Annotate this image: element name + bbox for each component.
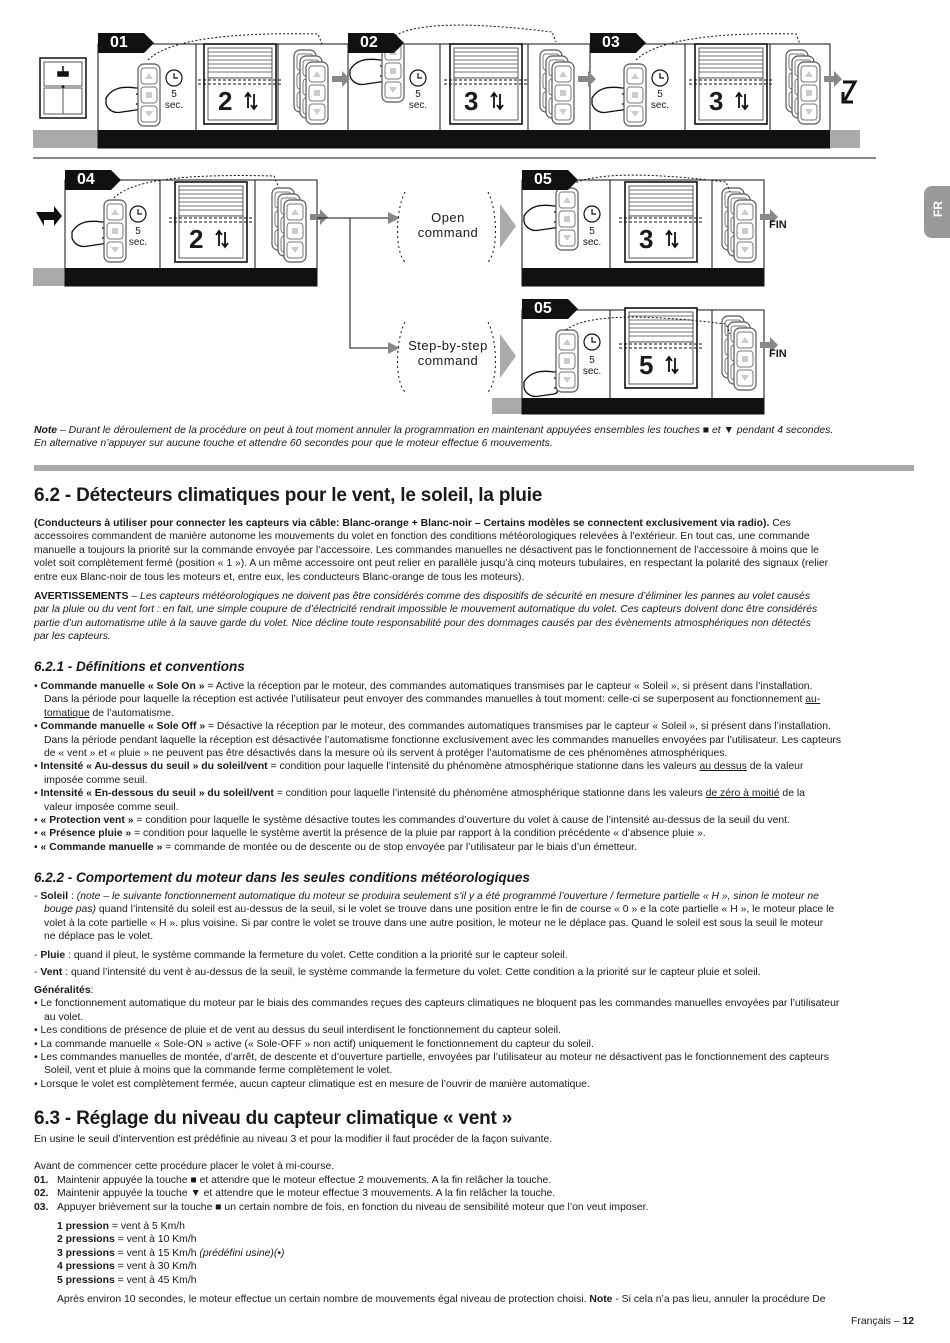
before-text: Avant de commencer cette procédure placer le volet à mi-course. <box>34 1161 335 1172</box>
list-item: 2 pressions = vent à 10 Km/h <box>57 1234 197 1246</box>
list-item: • Les commandes manuelles de montée, d’arrêt, de descente et d’ouverture partielle, envoyées par l’utilisateur au moteur ne désactivent pas le fonctionnement des capteurs <box>34 1052 829 1064</box>
list-item: 02. Maintenir appuyée la touche ▼ et attendre que le moteur effectue 3 mouvements. A la fin relâcher la touche. <box>34 1188 556 1200</box>
language-tab: FR <box>924 186 950 238</box>
fin-label: FIN <box>769 348 787 360</box>
window-number: 2 <box>189 224 204 254</box>
window-number: 3 <box>709 86 724 116</box>
list-item: • « Commande manuelle » = commande de montée ou de descente ou de stop envoyée par l’utilisateur par le biais d’un émetteur. <box>34 841 637 853</box>
timer-value: 5 <box>589 226 595 237</box>
note-paragraph: Note – Durant le déroulement de la procédure on peut à tout moment annuler la programmation en maintenant appuyées ensembles les touches ■ et ▼ pendant 4 secondes. En alternative n’appuyer sur aucune touche et attendre 60 secondes pour que le moteur effectue 6 mouvements. <box>34 425 834 450</box>
list-item: • La commande manuelle « Sole-ON » active (« Sole-OFF » non actif) uniquement le fonctionnement du capteur du soleil. <box>34 1038 594 1050</box>
step-tag: 04 <box>65 170 111 190</box>
step-tag: 05 <box>522 170 568 190</box>
page-footer: Français – 12 <box>851 1316 914 1327</box>
soleil-paragraph: - Soleil : (note – le suivante fonctionnement automatique du moteur se produira seulement s’il y a été programmé l’ouverture / fermeture partielle « H », sinon le moteur ne bouge pas) quand l’intensité du soleil est au-dessus de la seuil, si le volet se trouve dans une position entre le fin de course « 0 » e la cote partielle « H », le moteur place le volet à la cote partielle « H ». plus voisine. Si par contre le volet se trouve dans une autre position, le moteur ne le déplace pas. Quand le soleil est sous la seuil le moteur ne déplace pas le volet. <box>34 891 835 943</box>
timer-value: 5 <box>171 89 177 100</box>
list-item: • Commande manuelle « Sole On » = Active la réception par le moteur, des commandes automatiques transmises par le capteur « Soleil », si présent dans l’installation. <box>34 681 813 692</box>
after-paragraph: Après environ 10 secondes, le moteur effectue un certain nombre de mouvements égal niveau de protection choisi. Note - Si cela n’a pas lieu, annuler la procédure De <box>57 1294 826 1305</box>
definitions-list: • Commande manuelle « Sole On » = Active la réception par le moteur, des commandes automatiques transmises par le capteur « Soleil », si présent dans l’installation. Dans la période pour laquelle la réception est activée l’utilisateur peut envoyer des commandes manuelles à tout moment: celle-ci se superposent au fonctionnement au- tomatique de l’automatisme. • Commande manuelle « Sole Off » = Désactive la réception par le moteur, des commandes automatiques transmises par le capteur « Soleil », si présent dans l’installation. Dans la période pendant laquelle la réception est désactivée l’automatisme fonctionne exclusivement avec les commandes manuelles envoyées par l’utilisateur. Les capteurs de « vent » et « pluie » ne peuvent pas être désactivés dans la mesure où ils servent à protéger l’automatisme de ces phénomènes atmosphériques. • Intensité « Au-dessus du seuil » du soleil/vent = condition pour laquelle l’intensité du phénomène atmosphérique stationne dans les valeurs au dessus de la valeur imposée comme seuil. • Intensité « En-dessous du seuil » du soleil/vent = condition pour laquelle l’intensité du phénomène atmosphérique stationne dans les valeurs de zéro à moitié de la valeur imposée comme seuil. • « Protection vent » = condition pour laquelle le système désactive toutes les commandes d’ouverture du volet à cause de l’intensité au-dessus de la seuil du vent. • « Présence pluie » = condition pour laquelle le système avertit la présence de la pluie par rapport à la condition précédente « d’absence pluie ». • « Commande manuelle » = commande de montée ou de descente ou de stop envoyée par l’utilisateur par le biais d’un émetteur. <box>34 680 919 854</box>
fin-label: FIN <box>769 219 787 231</box>
timer-value: 5 <box>589 355 595 366</box>
sensitivity-levels <box>57 1220 557 1287</box>
timer-value: 5 <box>657 89 663 100</box>
window-number: 5 <box>639 350 654 380</box>
timer-unit: sec. <box>408 100 428 111</box>
section-divider <box>34 465 914 471</box>
window-number: 2 <box>218 86 233 116</box>
list-item: 1 pression = vent à 5 Km/h <box>57 1221 185 1232</box>
pluie-paragraph: - Pluie : quand il pleut, le système commande la fermeture du volet. Cette condition a la priorité sur le capteur soleil. <box>34 950 568 961</box>
vent-paragraph: - Vent : quand l’intensité du vent è au-dessus de la seuil, le système commande la fermeture du volet. Cette condition a la priorité sur le capteur pluie et soleil. <box>34 967 761 978</box>
list-item: • Les conditions de présence de pluie et de vent au dessus du seuil interdisent le fonctionnement du capteur soleil. <box>34 1025 561 1037</box>
section-title-6-2-2: 6.2.2 - Comportement du moteur dans les seules conditions météorologiques <box>34 870 530 885</box>
list-item: • « Protection vent » = condition pour laquelle le système désactive toutes les commandes d’ouverture du volet à cause de l’intensité au-dessus de la seuil du vent. <box>34 815 790 827</box>
generalites-list: Généralités: • Le fonctionnement automatique du moteur par le biais des commandes reçues des capteurs climatiques ne bloquent pas les commandes manuelles envoyées par l’utilisateur au volet. • Les conditions de présence de pluie et de vent au dessus du seuil interdisent le fonctionnement du capteur soleil. • La commande manuelle « Sole-ON » active (« Sole-OFF » non actif) uniquement le fonctionnement du capteur du soleil. • Les commandes manuelles de montée, d’arrêt, de descente et d’ouverture partielle, envoyées par l’utilisateur au moteur ne désactivent pas le fonctionnement des capteurs Soleil, vent et pluie à moins que la commande ferme complètement le volet. • Lorsque le volet est complètement fermée, aucun capteur climatique est en mesure de l’ouvrir de manière automatique. <box>34 984 919 1091</box>
step-tag: 05 <box>522 299 568 319</box>
timer-value: 5 <box>135 226 141 237</box>
step-tag: 03 <box>590 33 636 53</box>
timer-value: 5 <box>415 89 421 100</box>
timer-unit: sec. <box>164 100 184 111</box>
section-title-6-2: 6.2 - Détecteurs climatiques pour le vent, le soleil, la pluie <box>34 485 543 506</box>
timer-unit: sec. <box>128 237 148 248</box>
warnings-paragraph: AVERTISSEMENTS – Les capteurs météorologiques ne doivent pas être considérés comme des dispositifs de sécurité en mesure d’éliminer les pannes au volet causés par la pluie ou du vent fort : en fait, une simple coupure de d’électricité rendrait impossible le mouvement automatique du volet. Ces capteurs doivent donc être considérés partie d’un automatisme utile à la sauve garde du volet. Nice décline toute responsabilité pour des dommages causés par des évènements atmosphériques non détectés par les capteurs. <box>34 591 818 643</box>
procedure-steps <box>34 1174 919 1214</box>
section-title-6-2-1: 6.2.1 - Définitions et conventions <box>34 659 245 674</box>
timer-unit: sec. <box>582 366 602 377</box>
list-item: 3 pressions = vent à 15 Km/h (prédéfini usine)(•) <box>57 1247 285 1259</box>
window-number: 3 <box>464 86 479 116</box>
step-tag: 01 <box>98 33 144 53</box>
step-tag: 02 <box>348 33 394 53</box>
section-6-2-intro: (Conducteurs à utiliser pour connecter les capteurs via câble: Blanc-orange + Blanc-noir – Certains modèles se connectent exclusivement via radio). Ces accessoires commandent de manière autonome les mouvements du volet en fonction des conditions météorologiques relevées à l’extérieur. En tout cas, une commande manuelle a toujours la priorité sur la commande envoyée par l’accessoire. Les commandes manuelles ne désactivent pas le fonctionnement de l’accessoire à moins que le volet soit complètement fermé (position « 1 »). A un même accessoire ont peut relier en parallèle jusqu’à cinq moteurs tubulaires, en respectant la polarité des signaux (relier entre eux Blanc-noir de tous les moteurs et, entre eux, les conducteurs Blanc-orange de tous les moteurs). <box>34 518 829 583</box>
timer-unit: sec. <box>650 100 670 111</box>
list-item: • Intensité « Au-dessus du seuil » du soleil/vent = condition pour laquelle l’intensité du phénomène atmosphérique stationne dans les valeurs au dessus de la valeur <box>34 761 804 773</box>
section-title-6-3: 6.3 - Réglage du niveau du capteur climatique « vent » <box>34 1108 513 1129</box>
list-item: 03. Appuyer brièvement sur la touche ■ un certain nombre de fois, en fonction du niveau de sensibilité moteur que l’on veut imposer. <box>34 1201 649 1213</box>
section-6-3-intro: En usine le seuil d’intervention est prédéfinie au niveau 3 et pour la modifier il faut procéder de la façon suivante. <box>34 1134 553 1145</box>
list-item: 01. Maintenir appuyée la touche ■ et attendre que le moteur effectue 2 mouvements. A la fin relâcher la touche. <box>34 1175 552 1186</box>
list-item: 5 pressions = vent à 45 Km/h <box>57 1274 197 1286</box>
window-number: 3 <box>639 224 654 254</box>
open-command-label: Open command <box>417 210 479 240</box>
list-item: • Le fonctionnement automatique du moteur par le biais des commandes reçues des capteurs climatiques ne bloquent pas les commandes manuelles envoyées par l’utilisateur <box>34 998 840 1010</box>
step-command-label: Step-by-step command <box>408 338 488 368</box>
list-item: • Lorsque le volet est complètement fermée, aucun capteur climatique est en mesure de l’ouvrir de manière automatique. <box>34 1078 590 1090</box>
list-item: • Intensité « En-dessous du seuil » du soleil/vent = condition pour laquelle l’intensité du phénomène atmosphérique stationne dans les valeurs de zéro à moitié de la <box>34 788 805 800</box>
timer-unit: sec. <box>582 237 602 248</box>
list-item: • « Présence pluie » = condition pour laquelle le système avertit la présence de la pluie par rapport à la condition précédente « d’absence pluie ». <box>34 828 706 840</box>
list-item: 4 pressions = vent à 30 Km/h <box>57 1261 197 1273</box>
list-item: • Commande manuelle « Sole Off » = Désactive la réception par le moteur, des commandes automatiques transmises par le capteur « Soleil », si présent dans l’installation. <box>34 721 831 733</box>
